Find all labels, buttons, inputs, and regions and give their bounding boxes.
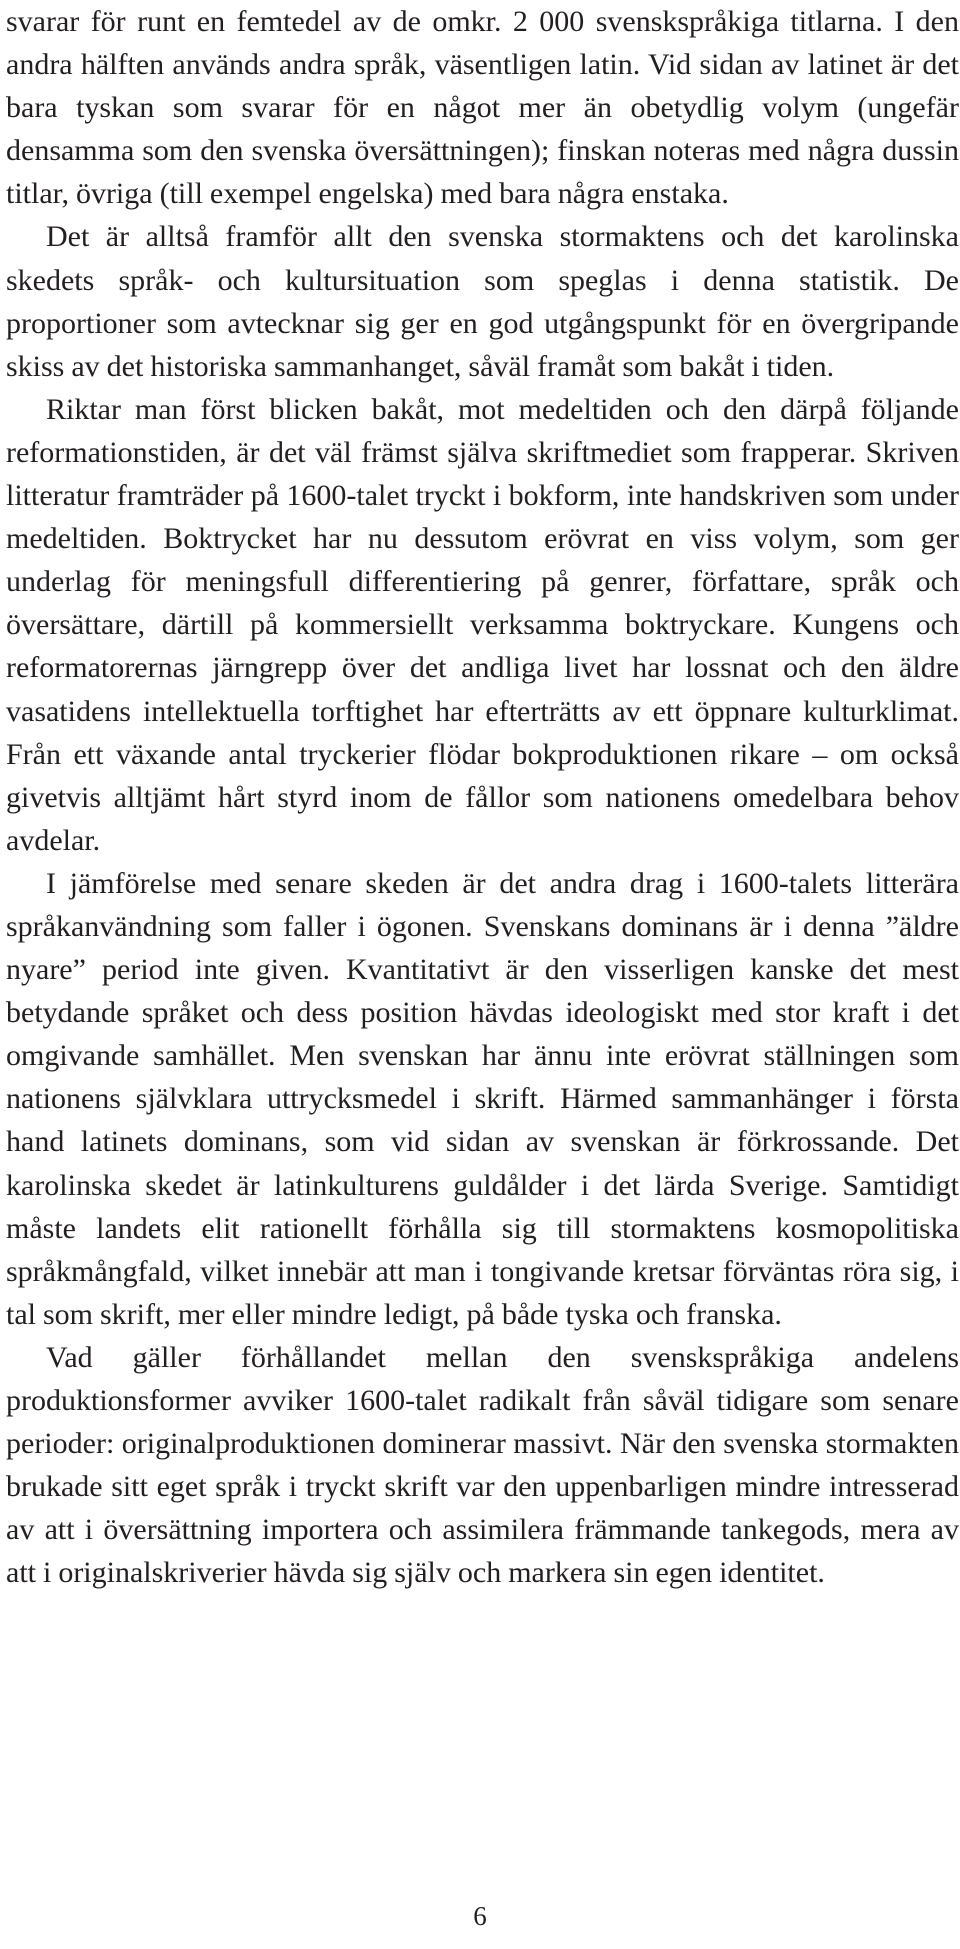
paragraph-continued: svarar för runt en femtedel av de omkr. 2 000 svenskspråkiga titlarna. I den andra hälften används andra språk, väsentligen latin. Vid sidan av latinet är det bara tyskan som svarar för en något mer än obetydlig volym (ungefär densamma som den svenska översättningen); finskan noteras med några dussin titlar, övriga (till exempel engelska) med bara några enstaka. bbox=[6, 5, 959, 211]
paragraph-backward-look: Riktar man först blicken bakåt, mot medeltiden och den därpå följande reformationstiden, är det väl främst själva skriftmediet som frapperar. Skriven litteratur framträder på 1600-talet tryckt i bokform, inte handskriven som under medeltiden. Boktrycket har nu dessutom erövrat en viss volym, som ger underlag för meningsfull differentiering på genrer, författare, språk och översättare, därtill på kommersiellt verksamma boktryckare. Kungens och reformatorernas järngrepp över det andliga livet har lossnat och den äldre vasatidens intellektuella torftighet har efterträtts av ett öppnare kulturklimat. Från ett växande antal tryckerier flödar bokproduktionen rikare – om också givetvis alltjämt hårt styrd inom de fållor som nationens omedelbara behov avdelar. bbox=[6, 392, 959, 857]
paragraph-statistics: Det är alltså framför allt den svenska stormaktens och det karolinska skedets språk- och kultursituation som speglas i denna statistik. De proportioner som avtecknar sig ger en god utgångspunkt för en övergripande skiss av det historiska sammanhanget, såväl framåt som bakåt i tiden. bbox=[6, 220, 959, 383]
page-body bbox=[6, 0, 959, 1594]
page-number: 6 bbox=[473, 1901, 487, 1931]
paragraph-production-forms: Vad gäller förhållandet mellan den svenskspråkiga andelens produktionsformer avviker 1600-talet radikalt från såväl tidigare som senare perioder: originalproduktionen dominerar massivt. När den svenska stormakten brukade sitt eget språk i tryckt skrift var den uppenbarligen mindre intresserad av att i översättning importera och assimilera främmande tankegods, mera av att i originalskriverier hävda sig själv och markera sin egen identitet. bbox=[6, 1340, 959, 1590]
paragraph-comparison: I jämförelse med senare skeden är det andra drag i 1600-talets litterära språkanvändning som faller i ögonen. Svenskans dominans är i denna ”äldre nyare” period inte given. Kvantitativt är den visserligen kanske det mest betydande språket och dess position hävdas ideologiskt med stor kraft i det omgivande samhället. Men svenskan har ännu inte erövrat ställningen som nationens självklara uttrycksmedel i skrift. Härmed sammanhänger i första hand latinets dominans, som vid sidan av svenskan är förkrossande. Det karolinska skedet är latinkulturens guldålder i det lärda Sverige. Samtidigt måste landets elit rationellt förhålla sig till stormaktens kosmopolitiska språkmångfald, vilket innebär att man i tongivande kretsar förväntas röra sig, i tal som skrift, mer eller mindre ledigt, på både tyska och franska. bbox=[6, 866, 959, 1331]
